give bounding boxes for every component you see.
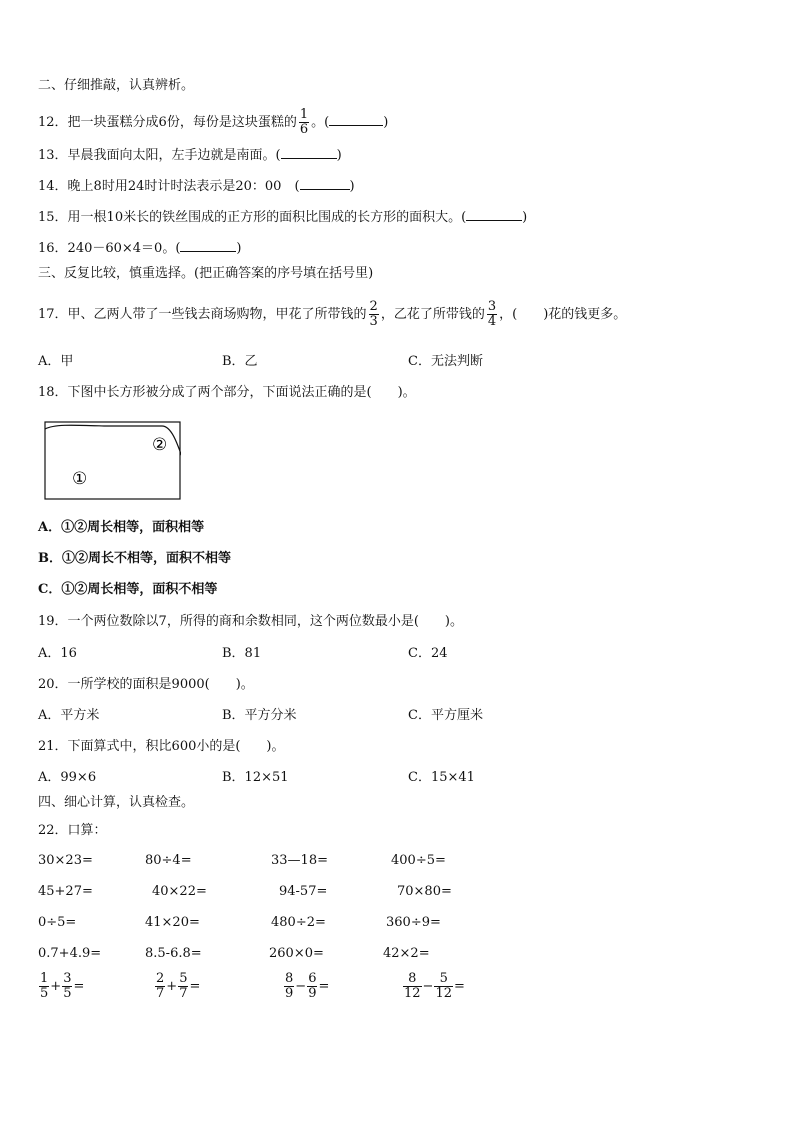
calc-item: 40×22= — [152, 884, 207, 899]
question-18: 18．下图中长方形被分成了两个部分，下面说法正确的是( )。 — [38, 385, 416, 400]
fraction: $\frac{2}{3}$ — [369, 299, 378, 329]
answer-blank[interactable] — [466, 208, 522, 221]
calc-item: 8.5-6.8= — [145, 946, 202, 961]
fraction-calc: $\frac{8}{12}$ − $\frac{5}{12}$ = — [404, 971, 465, 1001]
calc-item: 360÷9= — [386, 915, 441, 930]
option-c[interactable]: C．无法判断 — [408, 354, 483, 369]
option-a[interactable]: A．①②周长相等，面积相等 — [38, 520, 205, 535]
region-2-label: ② — [152, 435, 168, 455]
option-a[interactable]: A．甲 — [38, 354, 74, 369]
region-1-label: ① — [72, 469, 88, 489]
fraction: $\frac{1}{6}$ — [299, 107, 309, 137]
option-c[interactable]: C．15×41 — [408, 770, 475, 785]
question-19: 19．一个两位数除以7，所得的商和余数相同，这个两位数最小是( )。 — [38, 614, 463, 629]
option-b[interactable]: B．81 — [222, 646, 262, 661]
option-b[interactable]: B．12×51 — [222, 770, 289, 785]
question-16: 16．240－60×4＝0。( ) — [38, 241, 242, 256]
calc-item: 70×80= — [397, 884, 452, 899]
calc-item: 400÷5= — [391, 853, 446, 868]
answer-blank[interactable] — [300, 177, 350, 190]
calc-item: 42×2= — [383, 946, 430, 961]
calc-item: 30×23= — [38, 853, 93, 868]
fraction: $\frac{3}{4}$ — [487, 299, 497, 329]
option-c[interactable]: C．24 — [408, 646, 448, 661]
question-13: 13．早晨我面向太阳，左手边就是南面。( ) — [38, 148, 342, 163]
question-17: 17．甲、乙两人带了一些钱去商场购物，甲花了所带钱的 $\frac{2}{3}$ ，乙花了所带钱的 $\frac{3}{4}$ ，( )花的钱更多。 — [38, 299, 627, 329]
option-c[interactable]: C．①②周长相等，面积不相等 — [38, 582, 218, 597]
section-heading-four: 四、细心计算，认真检查。 — [38, 795, 195, 810]
question-14: 14．晚上8时用24时计时法表示是20：00 ( ) — [38, 179, 355, 194]
calc-item: 0.7+4.9= — [38, 946, 102, 961]
rectangle-diagram — [44, 421, 182, 501]
calc-item: 480÷2= — [271, 915, 326, 930]
question-12: 12．把一块蛋糕分成6份，每份是这块蛋糕的 $\frac{1}{6}$ 。( ) — [38, 107, 389, 137]
fraction-calc: $\frac{2}{7}$ + $\frac{5}{7}$ = — [156, 971, 201, 1001]
option-c[interactable]: C．平方厘米 — [408, 708, 483, 723]
option-b[interactable]: B．乙 — [222, 354, 258, 369]
question-12-text: 12．把一块蛋糕分成6份，每份是这块蛋糕的 — [38, 115, 297, 130]
calc-item: 260×0= — [269, 946, 324, 961]
calc-item: 45+27= — [38, 884, 93, 899]
answer-blank[interactable] — [329, 113, 383, 126]
answer-blank[interactable] — [281, 146, 337, 159]
calc-item: 41×20= — [145, 915, 200, 930]
question-22-title: 22．口算： — [38, 823, 107, 838]
calc-item: 33—18= — [271, 853, 328, 868]
option-a[interactable]: A．平方米 — [38, 708, 100, 723]
option-b[interactable]: B．平方分米 — [222, 708, 297, 723]
question-20: 20．一所学校的面积是9000( )。 — [38, 677, 254, 692]
fraction-calc: $\frac{1}{5}$ + $\frac{3}{5}$ = — [40, 971, 85, 1001]
option-a[interactable]: A．16 — [38, 646, 77, 661]
section-heading-three: 三、反复比较，慎重选择。(把正确答案的序号填在括号里) — [38, 266, 374, 281]
question-15: 15．用一根10米长的铁丝围成的正方形的面积比围成的长方形的面积大。( ) — [38, 210, 528, 225]
section-heading-two: 二、仔细推敲，认真辨析。 — [38, 78, 195, 93]
answer-blank[interactable] — [180, 239, 236, 252]
question-21: 21．下面算式中，积比600小的是( )。 — [38, 739, 285, 754]
fraction-calc: $\frac{8}{9}$ − $\frac{6}{9}$ = — [285, 971, 330, 1001]
option-a[interactable]: A．99×6 — [38, 770, 97, 785]
rectangle-outline — [45, 422, 180, 499]
option-b[interactable]: B．①②周长不相等，面积不相等 — [38, 551, 231, 566]
calc-item: 94-57= — [279, 884, 328, 899]
calc-item: 0÷5= — [38, 915, 77, 930]
calc-item: 80÷4= — [145, 853, 192, 868]
